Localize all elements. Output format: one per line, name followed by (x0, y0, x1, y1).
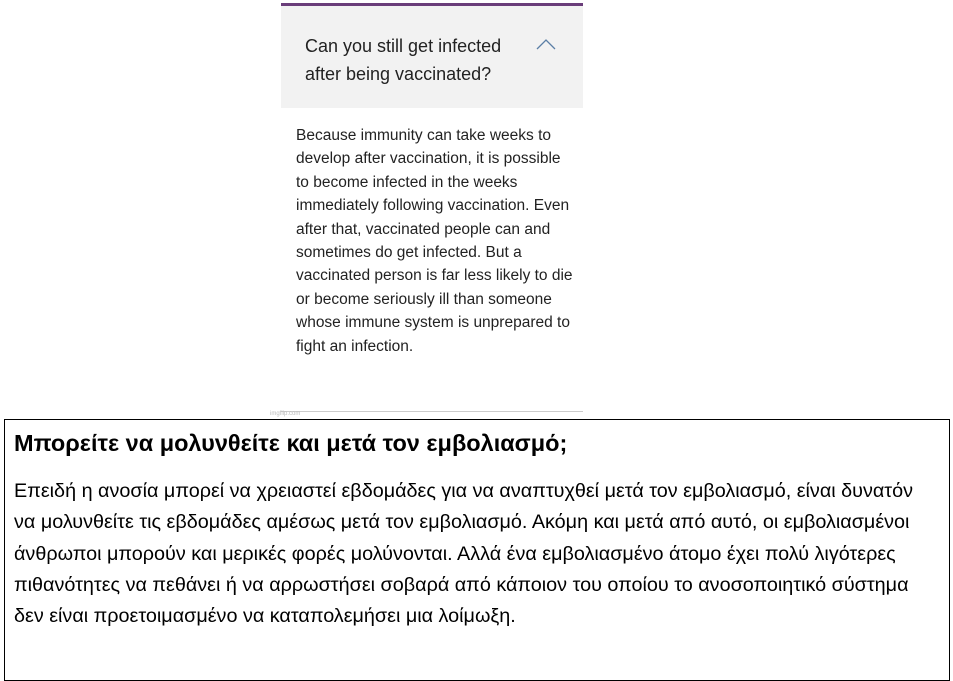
faq-accordion-item (281, 0, 583, 418)
chevron-up-icon[interactable] (535, 36, 557, 54)
faq-answer-text: Because immunity can take weeks to develop after vaccination, it is possible to become infected in the weeks immediately following vaccination. Even after that, vaccinated people can and sometimes do get infected. But a vaccinated person is far less likely to die or become seriously ill than someone whose immune system is unprepared to fight an infection. (296, 127, 573, 355)
faq-question-header[interactable] (281, 6, 583, 108)
faq-question-text: Can you still get infected after being vaccinated? (305, 36, 502, 84)
translation-body: Επειδή η ανοσία μπορεί να χρειαστεί εβδομάδες για να αναπτυχθεί μετά τον εμβολιασμό, είναι δυνατόν να μολυνθείτε τις εβδομάδες αμέσως μετά τον εμβολιασμό. Ακόμη και μετά από αυτό, οι εμβολιασμένοι άνθρωποι μπορούν και μερικές φορές μολύνονται. Αλλά ένα εμβολιασμένο άτομο έχει πολύ λιγότερες πιθανότητες να πεθάνει ή να αρρωστήσει σοβαρά από κάποιον του οποίου το ανοσοποιητικό σύστημα δεν είναι προετοιμασμένο να καταπολεμήσει μια λοίμωξη. (14, 480, 914, 628)
faq-bottom-divider (281, 411, 583, 412)
translation-panel (4, 419, 950, 681)
watermark-text: imgflip.com (270, 411, 301, 417)
translation-title: Μπορείτε να μολυνθείτε και μετά τον εμβολιασμό; (14, 430, 568, 456)
